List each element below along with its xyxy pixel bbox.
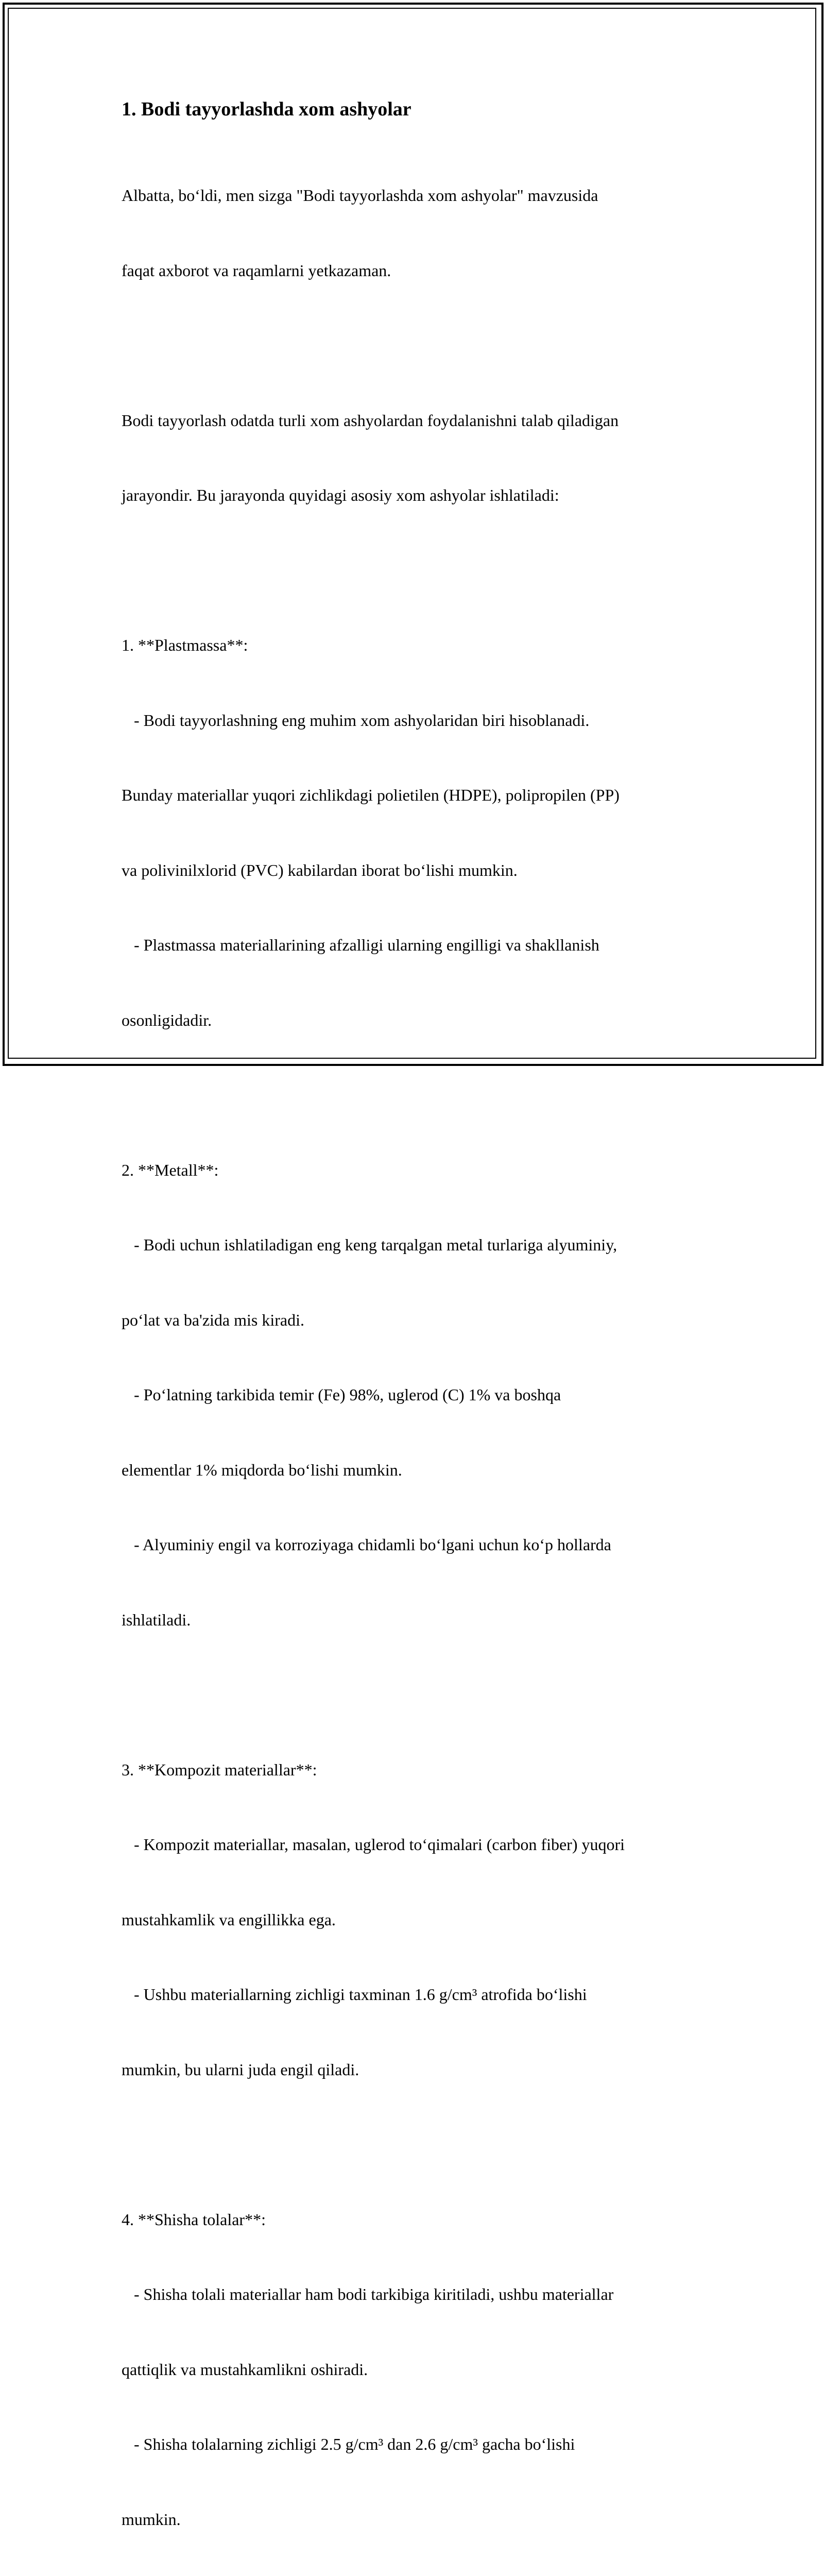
text-line: ishlatiladi. [122, 1607, 703, 1633]
text-line: - Bodi tayyorlashning eng muhim xom ashyolaridan biri hisoblanadi. [122, 708, 703, 733]
section-shisha-tolalar [122, 2157, 703, 2576]
text-line: jarayondir. Bu jarayonda quyidagi asosiy xom ashyolar ishlatiladi: [122, 483, 703, 508]
text-line: - Bodi uchun ishlatiladigan eng keng tarqalgan metal turlariga alyuminiy, [122, 1232, 703, 1258]
text-line: Albatta, bo‘ldi, men sizga "Bodi tayyorlashda xom ashyolar" mavzusida [122, 183, 703, 208]
intro-paragraph [122, 133, 703, 333]
overview-paragraph [122, 358, 703, 558]
text-line: - Shisha tolali materiallar ham bodi tarkibiga kiritiladi, ushbu materiallar [122, 2282, 703, 2307]
text-line: - Alyuminiy engil va korroziyaga chidamli bo‘lgani uchun ko‘p hollarda [122, 1532, 703, 1557]
text-line: - Ushbu materiallarning zichligi taxminan 1.6 g/cm³ atrofida bo‘lishi [122, 1982, 703, 2007]
text-line: elementlar 1% miqdorda bo‘lishi mumkin. [122, 1458, 703, 1483]
section-heading: 2. **Metall**: [122, 1158, 703, 1183]
section-kompozit [122, 1707, 703, 2132]
text-line: Bunday materiallar yuqori zichlikdagi polietilen (HDPE), polipropilen (PP) [122, 783, 703, 808]
document-title: 1. Bodi tayyorlashda xom ashyolar [122, 97, 703, 122]
text-line: faqat axborot va raqamlarni yetkazaman. [122, 258, 703, 283]
text-line: - Plastmassa materiallarining afzalligi ularning engilligi va shakllanish [122, 933, 703, 958]
text-line: po‘lat va ba'zida mis kiradi. [122, 1308, 703, 1333]
section-plastmassa [122, 583, 703, 1082]
text-line: osonligidadir. [122, 1008, 703, 1033]
text-line: mumkin, bu ularni juda engil qiladi. [122, 2057, 703, 2082]
section-heading: 4. **Shisha tolalar**: [122, 2207, 703, 2232]
text-line: - Shisha tolalarning zichligi 2.5 g/cm³ dan 2.6 g/cm³ gacha bo‘lishi [122, 2432, 703, 2457]
section-heading: 3. **Kompozit materiallar**: [122, 1757, 703, 1783]
text-line: Bodi tayyorlash odatda turli xom ashyolardan foydalanishni talab qiladigan [122, 408, 703, 433]
text-line: qattiqlik va mustahkamlikni oshiradi. [122, 2357, 703, 2382]
text-line: - Po‘latning tarkibida temir (Fe) 98%, uglerod (C) 1% va boshqa [122, 1382, 703, 1408]
section-heading: 1. **Plastmassa**: [122, 633, 703, 658]
text-line: - Kompozit materiallar, masalan, uglerod to‘qimalari (carbon fiber) yuqori [122, 1832, 703, 1857]
section-metall [122, 1108, 703, 1683]
text-line: mumkin. [122, 2507, 703, 2532]
text-line: va polivinilxlorid (PVC) kabilardan iborat bo‘lishi mumkin. [122, 858, 703, 883]
text-line: mustahkamlik va engillikka ega. [122, 1907, 703, 1933]
document-page [122, 97, 703, 2576]
